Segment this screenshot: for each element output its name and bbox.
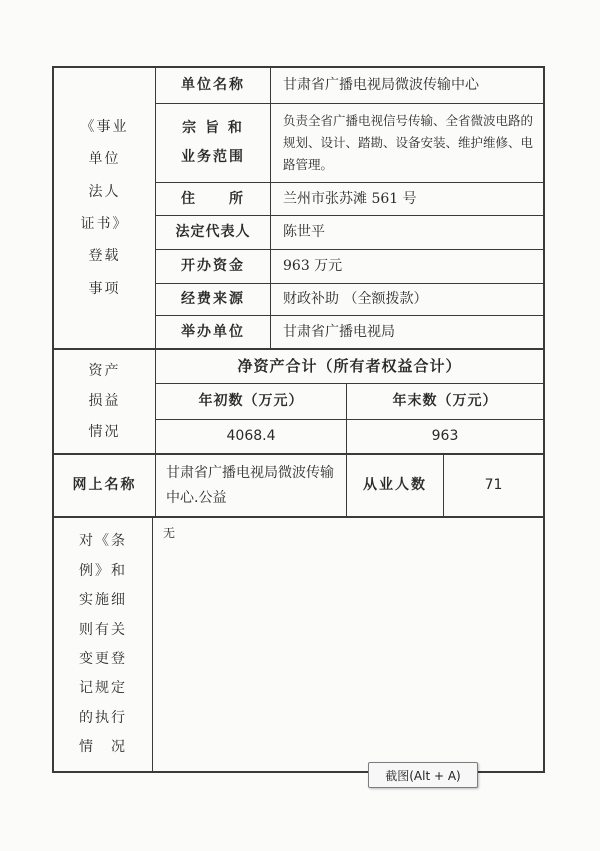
unit-name-label: 单位名称 xyxy=(181,77,245,93)
purpose-label-line: 宗 旨 和 xyxy=(182,120,244,136)
funding-value: 财政补助 （全额拨款） xyxy=(283,291,428,307)
capital-label: 开办资金 xyxy=(181,258,245,274)
legal-rep-value: 陈世平 xyxy=(283,224,325,240)
address-label: 住 所 xyxy=(181,190,245,207)
purpose-label-line: 业务范围 xyxy=(181,149,245,165)
online-name-value: 甘肃省广播电视局微波传输中心.公益 xyxy=(166,465,334,506)
assets-heading-line: 情况 xyxy=(88,423,121,440)
registration-heading-line: 登载 xyxy=(88,248,121,265)
address-value: 兰州市张苏滩 561 号 xyxy=(283,190,417,207)
assets-heading-line: 资产 xyxy=(88,362,121,379)
compliance-heading xyxy=(54,518,152,771)
compliance-heading-line: 对《条 xyxy=(79,533,127,550)
sponsor-value: 甘肃省广播电视局 xyxy=(283,323,395,340)
compliance-value: 无 xyxy=(163,526,176,540)
compliance-heading-line: 的执行 xyxy=(79,709,127,726)
staff-count-value: 71 xyxy=(484,477,503,493)
compliance-heading-line: 例》和 xyxy=(79,562,127,579)
capital-value: 963 万元 xyxy=(283,258,343,274)
sponsor-label: 举办单位 xyxy=(181,323,245,340)
net-assets-header: 净资产合计（所有者权益合计） xyxy=(237,357,462,376)
legal-rep-label: 法定代表人 xyxy=(175,224,251,240)
funding-label: 经费来源 xyxy=(181,291,245,307)
registration-heading-line: 证书》 xyxy=(80,216,129,232)
begin-year-label: 年初数（万元） xyxy=(198,393,304,409)
compliance-heading-line: 实施细 xyxy=(79,592,127,609)
registration-heading-line: 单位 xyxy=(88,151,121,168)
registration-heading-line: 《事业 xyxy=(80,118,129,135)
compliance-heading-line: 变更登 xyxy=(79,651,127,667)
assets-heading xyxy=(54,350,155,453)
staff-count-label: 从业人数 xyxy=(363,477,427,493)
purpose-value: 负责全省广播电视信号传输、全省微波电路的规划、设计、踏勘、设备安装、维护维修、电路管理。 xyxy=(283,113,534,172)
compliance-heading-line: 情 况 xyxy=(79,739,127,756)
compliance-heading-line: 记规定 xyxy=(79,680,127,697)
sec4-vline xyxy=(152,516,153,772)
end-year-label: 年末数（万元） xyxy=(392,393,498,409)
registration-heading-line: 事项 xyxy=(88,280,121,297)
unit-name-value: 甘肃省广播电视局微波传输中心 xyxy=(283,77,479,93)
registration-heading xyxy=(54,68,155,348)
compliance-heading-line: 则有关 xyxy=(79,621,127,638)
end-year-value: 963 xyxy=(431,428,459,444)
begin-year-value: 4068.4 xyxy=(226,428,276,444)
screenshot-tooltip: 截图(Alt + A) xyxy=(368,762,478,788)
online-name-label: 网上名称 xyxy=(72,477,137,493)
purpose-label xyxy=(156,104,270,182)
assets-heading-line: 损益 xyxy=(88,393,121,410)
registration-heading-line: 法人 xyxy=(88,183,121,200)
